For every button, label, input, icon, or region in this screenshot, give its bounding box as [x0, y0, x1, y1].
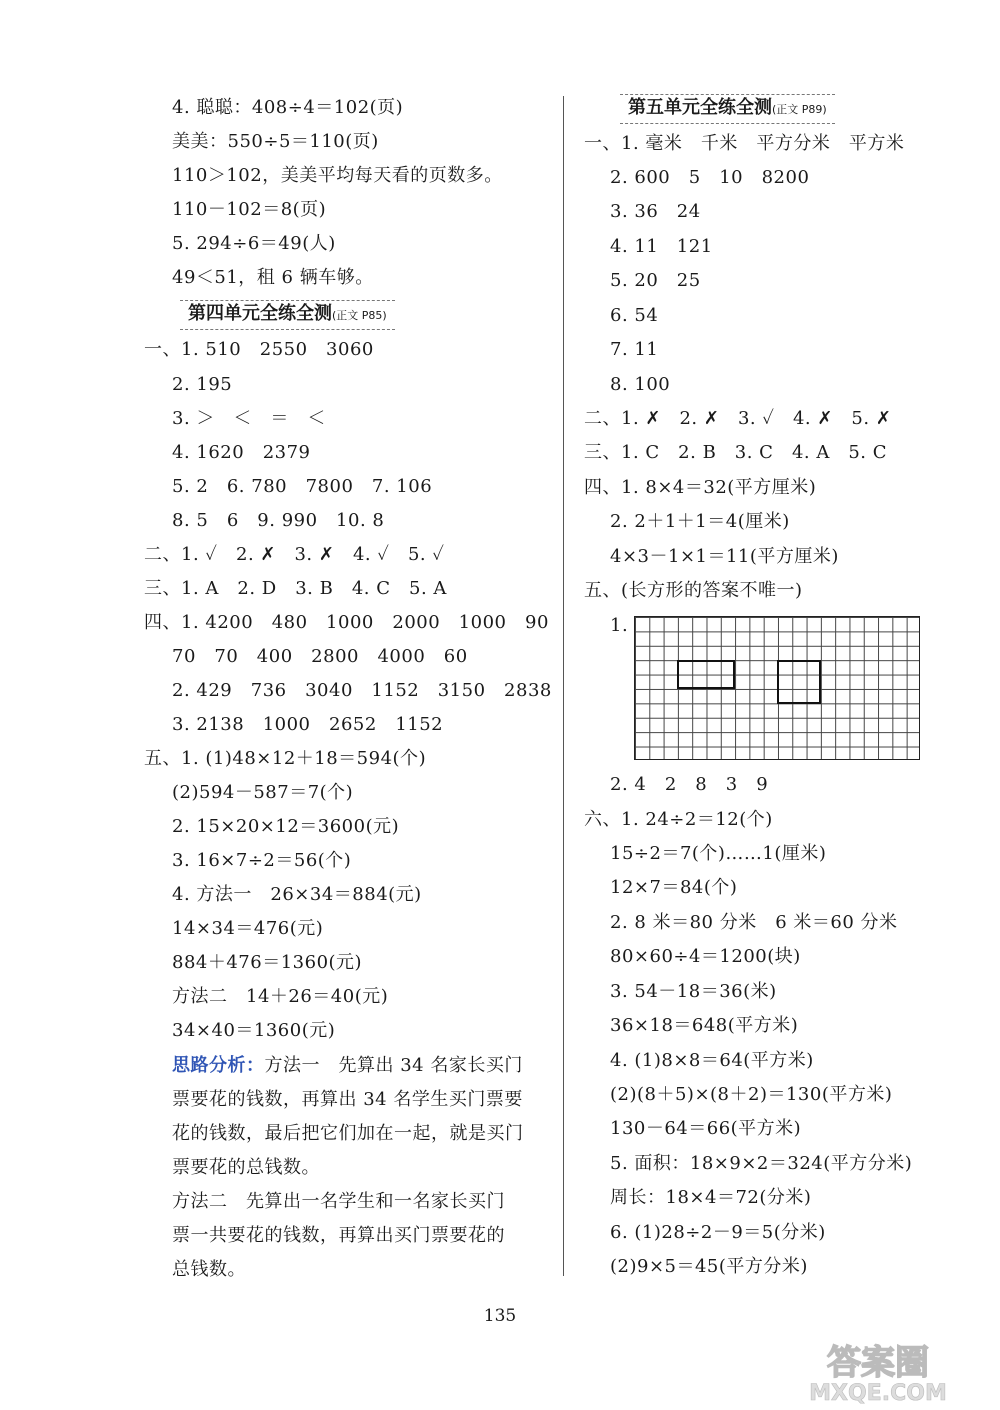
answer-line: 二、1. ✗ 2. ✗ 3. ✓ 4. ✗ 5. ✗ [584, 408, 892, 429]
answer-line: 4×3－1×1＝11(平方厘米) [610, 546, 839, 567]
analysis-line: 方法二 先算出一名学生和一名家长买门 [172, 1191, 505, 1212]
answer-line: 1. [610, 615, 629, 636]
answer-line: 4. 聪聪：408÷4＝102(页) [172, 97, 404, 118]
answer-line: 2. 15×20×12＝3600(元) [172, 816, 400, 837]
analysis-line: 花的钱数，最后把它们加在一起，就是买门 [172, 1123, 524, 1144]
answer-line: 36×18＝648(平方米) [610, 1015, 799, 1036]
answer-line: 110－102＝8(页) [172, 199, 327, 220]
answer-line: 周长：18×4＝72(分米) [610, 1187, 812, 1208]
answer-line: 一、1. 毫米 千米 平方分米 平方米 [584, 133, 905, 154]
analysis-line: 票要花的总钱数。 [172, 1157, 320, 1178]
answer-line: 5. 294÷6＝49(人) [172, 233, 336, 254]
answer-line: 5. 2 6. 780 7800 7. 106 [172, 476, 433, 497]
answer-line: 2. 2＋1＋1＝4(厘米) [610, 511, 790, 532]
answer-line: 49＜51，租 6 辆车够。 [172, 267, 374, 288]
answer-line: 12×7＝84(个) [610, 877, 738, 898]
answer-line: (2)594－587＝7(个) [172, 782, 354, 803]
section-5-ref: (正文 P89) [772, 103, 827, 116]
section-4-ref: (正文 P85) [332, 309, 387, 322]
analysis-line: 票要花的钱数，再算出 34 名学生买门票要 [172, 1089, 523, 1110]
answer-line: 三、1. C 2. B 3. C 4. A 5. C [584, 442, 888, 463]
answer-line: 2. 195 [172, 374, 233, 395]
watermark-logo-icon [778, 1340, 978, 1404]
answer-line: 3. 36 24 [610, 201, 701, 222]
answer-line: 四、1. 8×4＝32(平方厘米) [584, 477, 817, 498]
answer-line: 一、1. 510 2550 3060 [144, 339, 374, 360]
rectangle-answer-2 [777, 660, 821, 704]
answer-line: 3. 16×7÷2＝56(个) [172, 850, 352, 871]
answer-line: 7. 11 [610, 339, 659, 360]
section-4-title: 第四单元全练全测(正文 P85) [180, 300, 395, 330]
answer-line: 34×40＝1360(元) [172, 1020, 336, 1041]
answer-line: (2)(8＋5)×(8＋2)＝130(平方米) [610, 1084, 893, 1105]
answer-line: 5. 20 25 [610, 270, 701, 291]
analysis-line: 总钱数。 [172, 1259, 246, 1280]
answer-line: 70 70 400 2800 4000 60 [172, 646, 468, 667]
answer-line: 6. 54 [610, 305, 659, 326]
column-divider [563, 96, 564, 1276]
answer-line: 3. 54－18＝36(米) [610, 981, 777, 1002]
answer-line: 4. (1)8×8＝64(平方米) [610, 1050, 814, 1071]
rectangle-answer-1 [677, 660, 735, 689]
answer-line: 美美：550÷5＝110(页) [172, 131, 379, 152]
page-number: 135 [483, 1306, 517, 1326]
answer-line: (2)9×5＝45(平方分米) [610, 1256, 808, 1277]
svg-text:MXQE.COM: MXQE.COM [809, 1381, 947, 1404]
answer-line: 4. 11 121 [610, 236, 713, 257]
svg-text:答案圈: 答案圈 [827, 1343, 929, 1383]
answer-line: 130－64＝66(平方米) [610, 1118, 802, 1139]
answer-line: 2. 429 736 3040 1152 3150 2838 [172, 680, 552, 701]
answer-line: 15÷2＝7(个)……1(厘米) [610, 843, 827, 864]
answer-line: 五、(长方形的答案不唯一) [584, 580, 803, 601]
answer-line: 方法二 14＋26＝40(元) [172, 986, 389, 1007]
answer-line: 2. 8 米＝80 分米 6 米＝60 分米 [610, 912, 898, 933]
answer-line: 80×60÷4＝1200(块) [610, 946, 801, 967]
answer-line: 14×34＝476(元) [172, 918, 324, 939]
answer-line: 二、1. ✓ 2. ✗ 3. ✗ 4. ✓ 5. ✓ [144, 544, 445, 565]
answer-line: 884＋476＝1360(元) [172, 952, 363, 973]
answer-line: 6. (1)28÷2－9＝5(分米) [610, 1222, 826, 1243]
answer-line: 4. 1620 2379 [172, 442, 311, 463]
answer-line: 3. 2138 1000 2652 1152 [172, 714, 444, 735]
answer-line: 8. 5 6 9. 990 10. 8 [172, 510, 385, 531]
answer-line: 3. ＞ ＜ ＝ ＜ [172, 408, 326, 429]
analysis-first-line: 思路分析：方法一 先算出 34 名家长买门 [172, 1055, 523, 1076]
answer-line: 4. 方法一 26×34＝884(元) [172, 884, 422, 905]
answer-line: 8. 100 [610, 374, 671, 395]
watermark-logo [778, 1340, 978, 1404]
section-5-title: 第五单元全练全测(正文 P89) [620, 94, 835, 124]
answer-line: 六、1. 24÷2＝12(个) [584, 809, 773, 830]
answer-line: 五、1. (1)48×12＋18＝594(个) [144, 748, 427, 769]
answer-line: 2. 4 2 8 3 9 [610, 774, 769, 795]
answer-line: 110＞102，美美平均每天看的页数多。 [172, 165, 503, 186]
analysis-line: 票一共要花的钱数，再算出买门票要花的 [172, 1225, 505, 1246]
answer-line: 5. 面积：18×9×2＝324(平方分米) [610, 1153, 913, 1174]
answer-line: 2. 600 5 10 8200 [610, 167, 810, 188]
answer-line: 四、1. 4200 480 1000 2000 1000 90 [144, 612, 549, 633]
answer-line: 三、1. A 2. D 3. B 4. C 5. A [144, 578, 447, 599]
analysis-label: 思路分析： [172, 1055, 265, 1076]
